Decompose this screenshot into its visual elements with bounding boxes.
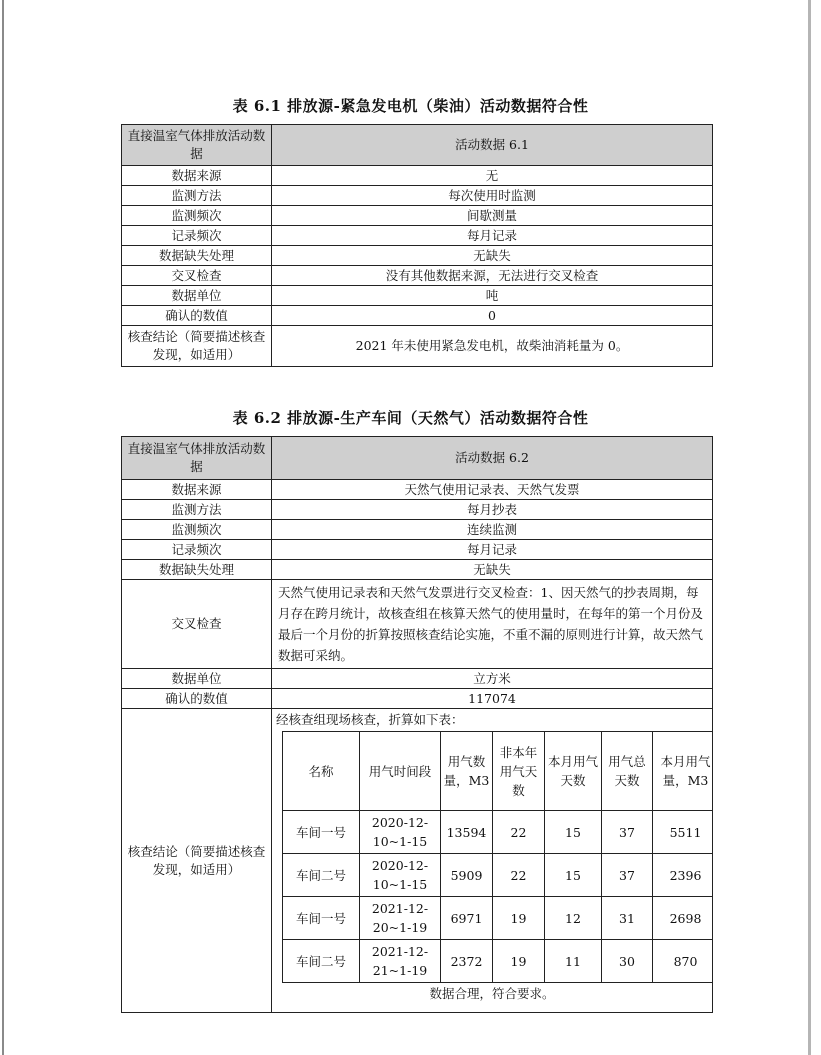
row-value: 天然气使用记录表、天然气发票 — [272, 480, 713, 500]
conclusion-label: 核查结论（简要描述核查发现，如适用） — [122, 709, 272, 1013]
row-value: 无缺失 — [272, 246, 713, 266]
table-row — [122, 186, 713, 206]
table-row — [122, 480, 713, 500]
row-label: 监测频次 — [122, 520, 272, 540]
calc-cell: 2698 — [653, 897, 713, 940]
calc-cell: 13594 — [441, 811, 493, 854]
calc-cell: 22 — [493, 854, 545, 897]
conclusion-intro: 经核查组现场核查，折算如下表： — [276, 712, 464, 727]
calc-header: 本月用气量，M3 — [653, 732, 713, 811]
row-label: 监测方法 — [122, 500, 272, 520]
table1-header-row — [122, 125, 713, 166]
calc-header: 用气总天数 — [602, 732, 653, 811]
calc-cell: 11 — [545, 940, 602, 983]
calc-header: 本月用气天数 — [545, 732, 602, 811]
calc-cell: 31 — [602, 897, 653, 940]
calc-header: 非本年用气天数 — [493, 732, 545, 811]
row-value: 无缺失 — [272, 560, 713, 580]
page-edge-left — [2, 0, 4, 1055]
calc-header: 用气时间段 — [360, 732, 441, 811]
row-value: 连续监测 — [272, 520, 713, 540]
table2 — [121, 436, 713, 1013]
row-value: 吨 — [272, 286, 713, 306]
calc-cell: 37 — [602, 811, 653, 854]
row-label: 确认的数值 — [122, 306, 272, 326]
row-value: 117074 — [272, 689, 713, 709]
row-value: 每月记录 — [272, 540, 713, 560]
calc-cell: 37 — [602, 854, 653, 897]
row-value: 每月记录 — [272, 226, 713, 246]
row-label: 数据来源 — [122, 166, 272, 186]
calc-header-row — [283, 732, 713, 811]
calc-cell: 车间一号 — [283, 811, 360, 854]
table-row — [122, 689, 713, 709]
row-label: 确认的数值 — [122, 689, 272, 709]
row-value: 间歇测量 — [272, 206, 713, 226]
table-row — [283, 897, 713, 940]
calc-cell: 870 — [653, 940, 713, 983]
row-label: 数据缺失处理 — [122, 246, 272, 266]
table-row — [122, 166, 713, 186]
table2-header-row — [122, 437, 713, 480]
table1-header-label: 直接温室气体排放活动数据 — [122, 125, 272, 166]
row-value: 每月抄表 — [272, 500, 713, 520]
calc-cell: 车间一号 — [283, 897, 360, 940]
row-label: 数据来源 — [122, 480, 272, 500]
table-row — [122, 560, 713, 580]
table1-caption: 表 6.1 排放源-紧急发电机（柴油）活动数据符合性 — [232, 97, 589, 115]
row-value: 无 — [272, 166, 713, 186]
table-row — [283, 940, 713, 983]
calc-cell: 2020-12-10~1-15 — [360, 811, 441, 854]
calc-cell: 15 — [545, 811, 602, 854]
conclusion-label: 核查结论（简要描述核查发现，如适用） — [122, 326, 272, 367]
calc-cell: 15 — [545, 854, 602, 897]
calc-cell: 2372 — [441, 940, 493, 983]
calc-cell: 5511 — [653, 811, 713, 854]
calc-cell: 6971 — [441, 897, 493, 940]
row-label: 交叉检查 — [122, 266, 272, 286]
table-row — [122, 206, 713, 226]
table-row — [122, 520, 713, 540]
row-value: 每次使用时监测 — [272, 186, 713, 206]
final-note: 数据合理，符合要求。 — [429, 986, 555, 1001]
table1-conclusion-row — [122, 326, 713, 367]
table-row — [122, 306, 713, 326]
calc-cell: 2020-12-10~1-15 — [360, 854, 441, 897]
conclusion-cell — [272, 709, 713, 1013]
row-value: 没有其他数据来源，无法进行交叉检查 — [272, 266, 713, 286]
table-row — [122, 266, 713, 286]
calc-cell: 19 — [493, 897, 545, 940]
cross-check-label: 交叉检查 — [122, 580, 272, 669]
table-row — [122, 226, 713, 246]
table2-caption: 表 6.2 排放源-生产车间（天然气）活动数据符合性 — [232, 409, 589, 427]
row-label: 监测方法 — [122, 186, 272, 206]
calc-header: 名称 — [283, 732, 360, 811]
calc-cell: 2021-12-21~1-19 — [360, 940, 441, 983]
table-row — [122, 286, 713, 306]
row-label: 数据单位 — [122, 286, 272, 306]
row-label: 记录频次 — [122, 226, 272, 246]
table-row — [122, 669, 713, 689]
row-label: 数据单位 — [122, 669, 272, 689]
row-label: 数据缺失处理 — [122, 560, 272, 580]
calc-cell: 车间二号 — [283, 940, 360, 983]
calc-table — [282, 731, 713, 983]
table-row — [283, 854, 713, 897]
calc-cell: 22 — [493, 811, 545, 854]
calc-cell: 2396 — [653, 854, 713, 897]
calc-cell: 30 — [602, 940, 653, 983]
table1 — [121, 124, 713, 367]
row-value: 0 — [272, 306, 713, 326]
calc-cell: 19 — [493, 940, 545, 983]
conclusion-value: 2021 年未使用紧急发电机，故柴油消耗量为 0。 — [272, 326, 713, 367]
table2-header-value: 活动数据 6.2 — [272, 437, 713, 480]
table-row — [122, 500, 713, 520]
calc-cell: 车间二号 — [283, 854, 360, 897]
row-label: 记录频次 — [122, 540, 272, 560]
row-label: 监测频次 — [122, 206, 272, 226]
row-value: 立方米 — [272, 669, 713, 689]
table2-header-label: 直接温室气体排放活动数据 — [122, 437, 272, 480]
calc-header: 用气数量，M3 — [441, 732, 493, 811]
calc-cell: 12 — [545, 897, 602, 940]
table1-header-value: 活动数据 6.1 — [272, 125, 713, 166]
table-row — [283, 811, 713, 854]
cross-check-text: 天然气使用记录表和天然气发票进行交叉检查：1、因天然气的抄表周期，每月存在跨月统计，故核查组在核算天然气的使用量时，在每年的第一个月份及最后一个月份的折算按照核查结论实施，不重不漏的原则进行计算，故天然气数据可采纳。 — [272, 580, 713, 669]
cross-check-row — [122, 580, 713, 669]
table-row — [122, 246, 713, 266]
calc-cell: 5909 — [441, 854, 493, 897]
table2-conclusion-row — [122, 709, 713, 1013]
table-row — [122, 540, 713, 560]
calc-cell: 2021-12-20~1-19 — [360, 897, 441, 940]
page-edge-right — [808, 0, 811, 1055]
